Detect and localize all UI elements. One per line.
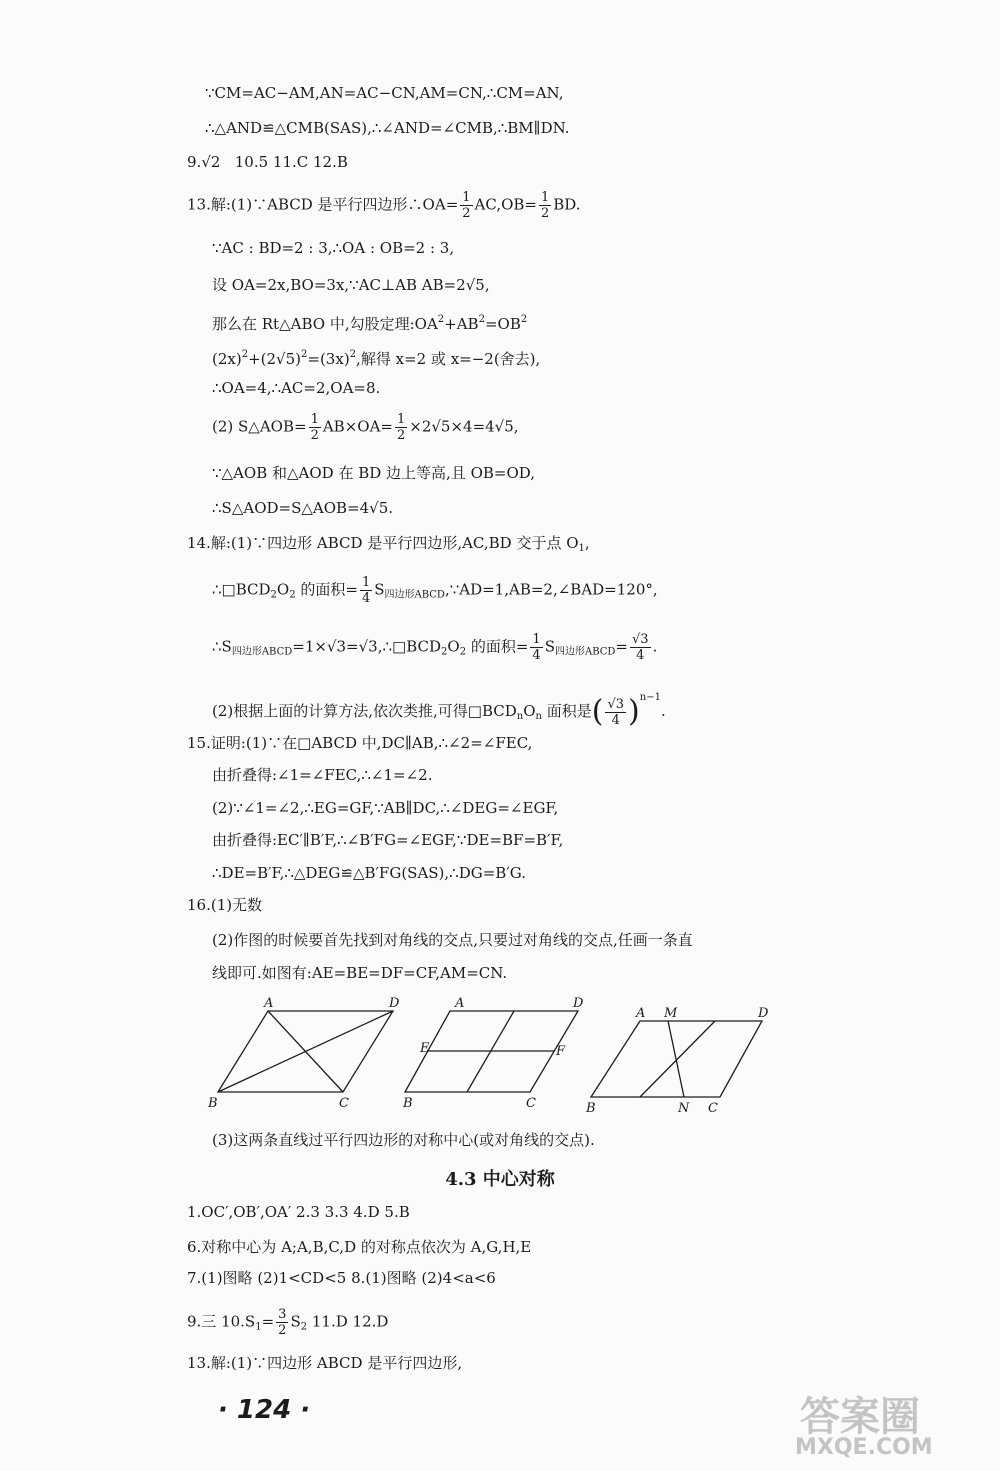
subscript: 2: [459, 646, 467, 658]
subscript: n: [516, 711, 524, 722]
denominator: 2: [462, 206, 471, 221]
fraction: [530, 632, 542, 663]
label-c: C: [339, 1096, 349, 1111]
label-f: F: [556, 1044, 566, 1059]
numerator: 1: [532, 632, 541, 647]
text: AC,OB=: [474, 195, 537, 214]
text: ∴S: [212, 637, 232, 656]
answer-line: 14.解:(1)∵四边形 ABCD 是平行四边形,AC,BD 交于点 $O_1$,: [187, 534, 590, 554]
numerator: 1: [540, 190, 550, 205]
figure-3: [591, 1021, 762, 1097]
answer-line: 设 OA=2x,BO=3x,∵AC⊥AB AB=2√5,: [212, 276, 490, 294]
answer-line: 1.OC′,OB′,OA′ 2.3 3.3 4.D 5.B: [187, 1203, 410, 1221]
superscript: 2: [349, 349, 357, 360]
subscript: 2: [300, 1321, 308, 1333]
numerator: 1: [462, 190, 471, 205]
subscript: 1: [255, 1321, 262, 1333]
answer-line: 由折叠得:EC′∥B′F,∴∠B′FG=∠EGF,∵DE=BF=B′F,: [212, 831, 564, 849]
text: 的面积=: [295, 580, 358, 599]
numerator: 1: [310, 412, 319, 427]
answer-line: ∴△AND≌△CMB(SAS),∴∠AND=∠CMB,∴BM∥DN.: [205, 119, 570, 137]
denominator: 2: [310, 428, 319, 443]
answer-line: 15.证明:(1)∵在□ABCD 中,DC∥AB,∴∠2=∠FEC,: [187, 734, 533, 752]
numerator: √3: [607, 696, 625, 712]
denominator: 2: [540, 206, 550, 221]
label-a: A: [264, 996, 274, 1011]
answer-line: ∴DE=B′F,∴△DEG≌△B′FG(SAS),∴DG=B′G.: [212, 864, 526, 882]
page-number: · 124 ·: [218, 1395, 311, 1425]
denominator: 4: [636, 648, 645, 663]
text: ∴□BCD: [212, 580, 271, 599]
watermark-url: MXQE.COM: [795, 1435, 933, 1460]
watermark-logo: 答案圈: [800, 1394, 920, 1440]
label-b: B: [586, 1101, 596, 1116]
fraction: [395, 412, 407, 443]
text: ×2√5×4=4√5,: [409, 417, 519, 436]
superscript: 2: [241, 349, 249, 360]
text: 那么在 Rt△ABO 中,勾股定理:OA: [212, 315, 438, 333]
answer-line: $\therefore S_{四边形ABCD}=1\times√3=√3,\therefore□BCD_2O_2$ 的面积= $\frac{1}{4}$ $S_{四边形ABCD}=$ $\frac{√3}{4}$ .: [212, 632, 658, 663]
denominator: 4: [611, 712, 620, 728]
text: BD.: [553, 195, 581, 214]
numerator: 1: [396, 412, 406, 427]
diagonal-bd: [218, 1011, 393, 1092]
numerator: 3: [278, 1307, 287, 1322]
line-mn: [668, 1021, 684, 1097]
answer-line: 由折叠得:∠1=∠FEC,∴∠1=∠2.: [212, 766, 433, 784]
answer-line: 13.解:(1)∵四边形 ABCD 是平行四边形,: [187, 1354, 463, 1372]
text: 14.解:(1)∵四边形 ABCD 是平行四边形,AC,BD 交于点 O: [187, 534, 579, 552]
text: O: [523, 702, 536, 720]
text: 9.三 10.S: [187, 1312, 256, 1331]
answer-line: [212, 310, 527, 334]
denominator: 2: [396, 428, 406, 443]
subscript: 2: [441, 646, 448, 658]
text: =: [615, 637, 628, 656]
superscript: 2: [520, 314, 528, 325]
answer-line: [212, 575, 658, 606]
subscript: 2: [289, 589, 296, 601]
fraction: [605, 697, 626, 728]
text: ,解得 x=2 或 x=−2(舍去),: [356, 350, 541, 368]
label-n: N: [678, 1101, 690, 1116]
text: =(3x): [307, 350, 350, 368]
fraction: [539, 190, 551, 221]
answer-line: ∵CM=AC−AM,AN=AC−CN,AM=CN,∴CM=AN,: [205, 84, 564, 102]
label-b: B: [208, 1096, 218, 1111]
subscript: 四边形ABCD: [554, 646, 616, 658]
label-c: C: [708, 1101, 718, 1116]
answer-line: ∵△AOB 和△AOD 在 BD 边上等高,且 OB=OD,: [212, 464, 536, 482]
text: (2)根据上面的计算方法,依次类推,可得□BCD: [212, 702, 517, 720]
fraction: [630, 632, 651, 663]
parallelogram-figures: [0, 995, 1000, 1125]
answer-line: 线即可.如图有:AE=BE=DF=CF,AM=CN.: [212, 964, 508, 982]
text: 11.D 12.D: [307, 1312, 389, 1331]
answer-line: [187, 152, 348, 172]
line-center: [640, 1021, 715, 1097]
text: O: [276, 580, 290, 599]
label-d: D: [389, 996, 400, 1011]
answer-line: [187, 190, 581, 221]
label-a: A: [455, 996, 465, 1011]
text: (2x): [212, 350, 242, 368]
superscript: 2: [478, 314, 485, 325]
fraction: [460, 190, 472, 221]
answer-line: 16.(1)无数: [187, 896, 263, 914]
answer-line: (3)这两条直线过平行四边形的对称中心(或对角线的交点).: [212, 1131, 595, 1149]
label-m: M: [664, 1006, 678, 1021]
answer-line: 7.(1)图略 (2)1<CD<5 8.(1)图略 (2)4<a<6: [187, 1269, 496, 1287]
text: =1×√3=√3,∴□BCD: [292, 637, 442, 656]
subscript: 四边形ABCD: [384, 589, 445, 601]
subscript: n: [535, 711, 542, 722]
answer-line: (2)∵∠1=∠2,∴EG=GF,∵AB∥DC,∴∠DEG=∠EGF,: [212, 799, 559, 817]
subscript: 2: [270, 589, 277, 601]
subscript: 四边形ABCD: [231, 646, 293, 658]
text: S: [290, 1312, 301, 1331]
superscript: 2: [301, 349, 308, 360]
label-d: D: [573, 996, 584, 1011]
denominator: 2: [278, 1323, 287, 1338]
label-d: D: [758, 1006, 769, 1021]
text: S: [374, 580, 385, 599]
section-title: 4.3 中心对称: [445, 1169, 555, 1190]
text: O: [447, 637, 460, 656]
answer-line: (2)根据上面的计算方法,依次类推,可得$□BCD_nO_n$ 面积是( $\frac{√3}{4}$ )$^{n-1}$.: [212, 692, 666, 729]
figure-1: [218, 1011, 393, 1092]
text: 13.解:(1)∵ABCD 是平行四边形∴OA=: [187, 195, 459, 214]
denominator: 4: [361, 591, 371, 606]
answer-line: ∴S△AOD=S△AOB=4√5.: [212, 499, 394, 517]
text: ,∵AD=1,AB=2,∠BAD=120°,: [444, 580, 658, 599]
answer-line: (2)作图的时候要首先找到对角线的交点,只要过对角线的交点,任画一条直: [212, 931, 693, 949]
answer-line: [212, 345, 540, 369]
label-a: A: [636, 1006, 646, 1021]
numerator: √3: [632, 632, 649, 647]
text: √2: [201, 153, 221, 171]
superscript: n−1: [639, 692, 661, 703]
text: +(2√5): [248, 350, 302, 368]
answer-line: ∴OA=4,∴AC=2,OA=8.: [212, 379, 381, 397]
fraction: [309, 412, 321, 443]
text: S: [544, 637, 555, 656]
answer-line: ∵AC : BD=2 : 3,∴OA : OB=2 : 3,: [212, 239, 455, 257]
fraction: [276, 1307, 288, 1338]
text: 10.5 11.C 12.B: [234, 153, 348, 171]
text: =: [261, 1312, 275, 1331]
text: 的面积=: [466, 637, 529, 656]
text: (2) S△AOB=: [212, 417, 307, 436]
text: 9.: [187, 153, 202, 171]
numerator: 1: [361, 575, 371, 590]
text: 面积是: [541, 702, 592, 720]
label-b: B: [403, 1096, 413, 1111]
answer-line: [212, 412, 519, 443]
text: =OB: [484, 315, 521, 333]
label-e: E: [420, 1041, 430, 1056]
figure-2: [405, 1011, 578, 1092]
text: AB×OA=: [322, 417, 393, 436]
subscript: 1: [578, 543, 585, 554]
answer-line: 6.对称中心为 A;A,B,C,D 的对称点依次为 A,G,H,E: [187, 1238, 532, 1256]
label-c: C: [526, 1096, 536, 1111]
text: +AB: [444, 315, 479, 333]
fraction: [360, 575, 372, 606]
superscript: 2: [437, 314, 445, 325]
denominator: 4: [532, 648, 541, 663]
answer-line: [187, 1307, 388, 1338]
